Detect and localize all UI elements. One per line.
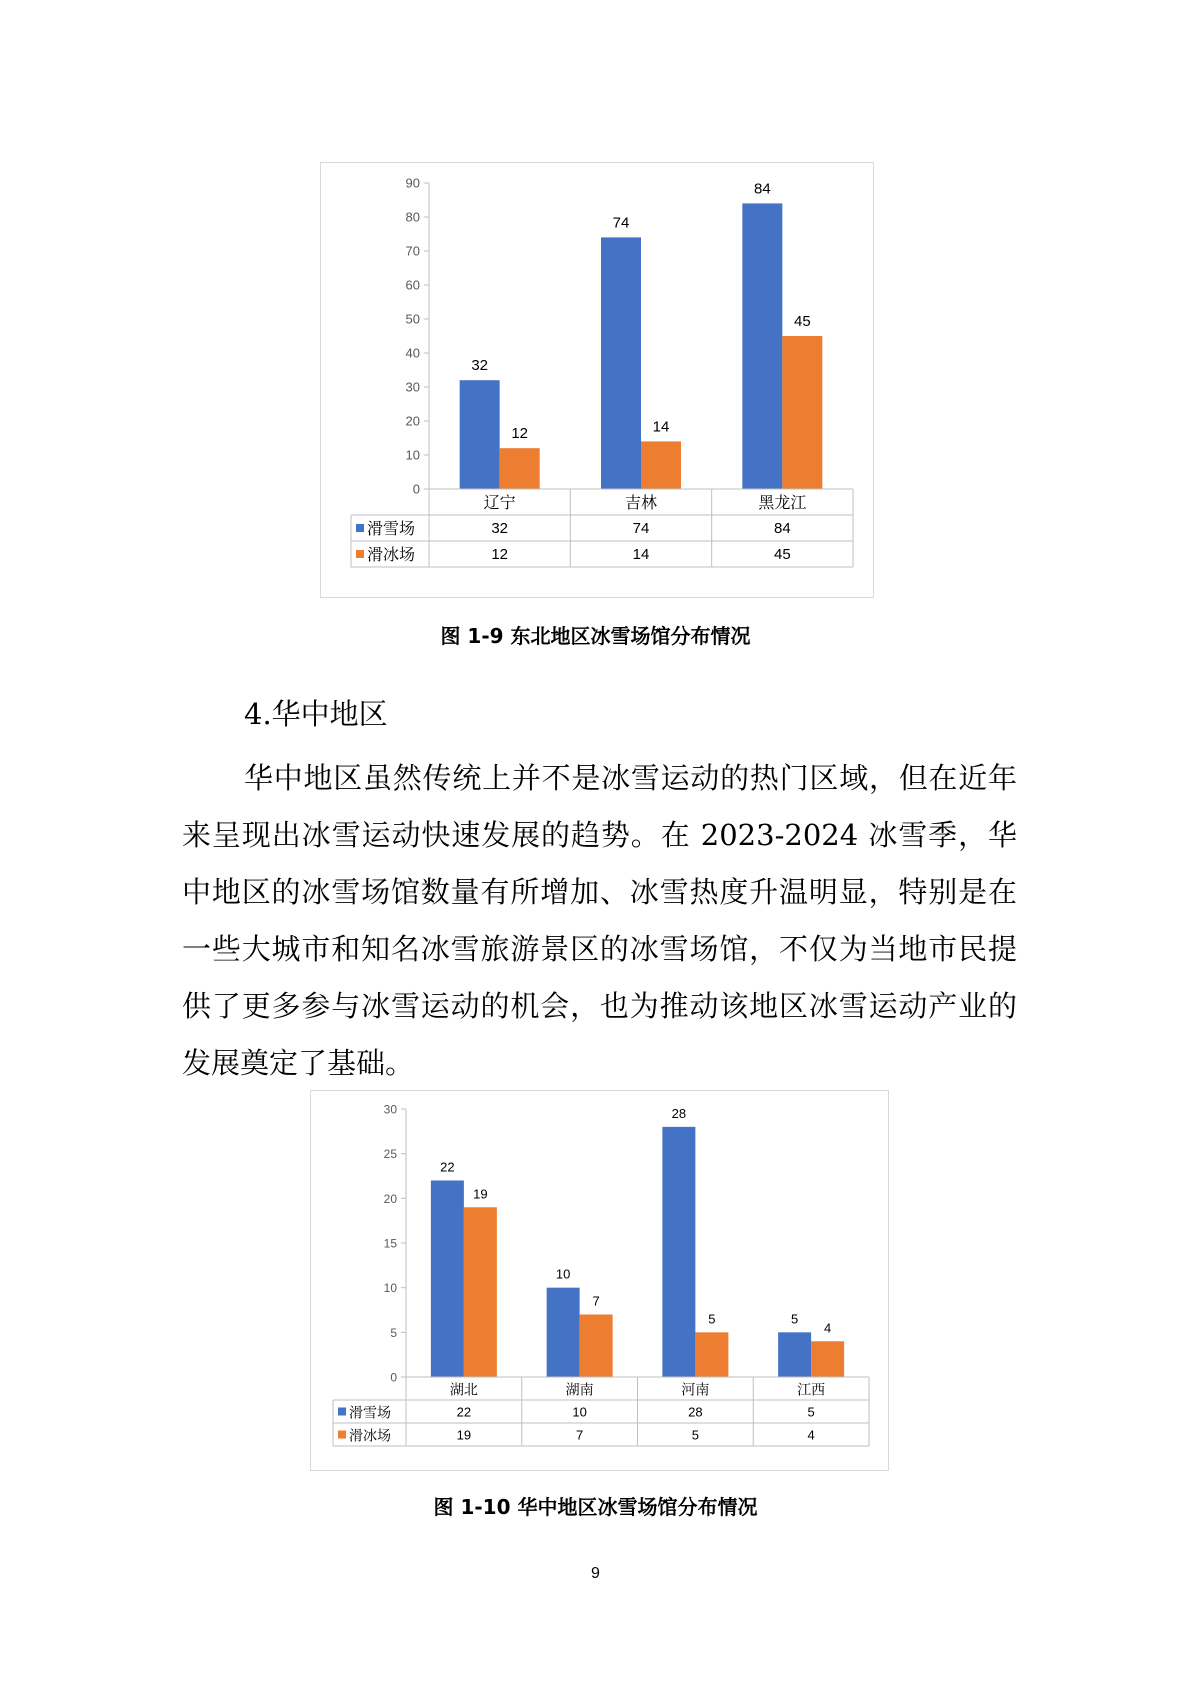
chart-northeast-svg: [321, 163, 873, 597]
y-tick-label: 15: [383, 1236, 397, 1251]
legend-key-skate: [356, 550, 364, 558]
y-tick-label: 0: [412, 481, 420, 497]
table-cell: 5: [807, 1404, 815, 1420]
bar-ski-3: [778, 1332, 811, 1377]
y-tick-label: 30: [405, 379, 420, 395]
legend-label: 滑雪场: [349, 1404, 391, 1421]
page-number: 9: [591, 1565, 600, 1582]
y-tick-label: 30: [383, 1102, 397, 1117]
data-label: 45: [793, 313, 811, 330]
data-label: 12: [511, 425, 529, 443]
body-paragraph: 华中地区虽然传统上并不是冰雪运动的热门区域，但在近年来呈现出冰雪运动快速发展的趋势。在 2023-2024 冰雪季，华中地区的冰雪场馆数量有所增加、冰雪热度升温明显，特别是在一些大城市和知名冰雪旅游景区的冰雪场馆，不仅为当地市民提供了更多参与冰雪运动的机会，也为推动该地区冰雪运动产业的发展奠定了基础。: [182, 761, 1017, 1080]
legend-key-ski: [338, 1408, 346, 1416]
y-tick-label: 10: [405, 447, 420, 463]
legend-label: 滑冰场: [367, 547, 416, 564]
y-tick-label: 20: [383, 1191, 397, 1206]
data-label: 19: [473, 1186, 488, 1202]
table-cell: 84: [773, 520, 791, 537]
data-label: 32: [471, 357, 489, 375]
table-cell: 10: [572, 1404, 587, 1420]
table-cell: 5: [691, 1427, 699, 1443]
data-label: 84: [753, 180, 771, 198]
y-tick-label: 10: [383, 1281, 397, 1296]
category-label: 吉林: [624, 495, 658, 512]
bar-ski-0: [460, 380, 500, 489]
bar-ski-1: [547, 1288, 580, 1377]
table-cell: 45: [773, 546, 791, 563]
category-label: 湖南: [565, 1381, 594, 1398]
y-tick-label: 5: [390, 1325, 397, 1340]
data-label: 10: [555, 1266, 571, 1282]
table-cell: 22: [456, 1404, 472, 1420]
y-tick-label: 70: [405, 243, 420, 259]
table-cell: 12: [491, 546, 509, 563]
chart-central: [310, 1090, 889, 1471]
data-label: 22: [440, 1159, 455, 1175]
bar-ski-0: [431, 1180, 464, 1377]
data-label: 28: [671, 1105, 687, 1121]
table-cell: 32: [491, 520, 509, 537]
figure-caption-1-9: 图 1-9 东北地区冰雪场馆分布情况: [440, 624, 751, 648]
y-tick-label: 25: [383, 1147, 397, 1162]
bar-skate-2: [782, 336, 822, 489]
y-tick-label: 80: [405, 209, 420, 225]
data-label: 74: [612, 214, 630, 232]
bar-skate-0: [500, 448, 540, 489]
legend-key-skate: [338, 1431, 346, 1439]
data-label: 5: [791, 1311, 799, 1327]
category-label: 江西: [797, 1381, 826, 1398]
y-tick-label: 20: [405, 413, 420, 429]
data-label: 14: [652, 418, 670, 436]
table-cell: 19: [456, 1427, 472, 1443]
bar-ski-2: [742, 203, 782, 489]
data-label: 4: [824, 1320, 832, 1336]
category-label: 黑龙江: [758, 495, 807, 512]
legend-key-ski: [356, 524, 364, 532]
y-tick-label: 40: [405, 345, 420, 361]
chart-central-svg: [311, 1091, 888, 1470]
table-cell: 14: [632, 546, 650, 563]
bar-ski-1: [601, 237, 641, 489]
y-tick-label: 50: [405, 311, 420, 327]
table-cell: 7: [576, 1427, 584, 1443]
bar-skate-1: [641, 441, 681, 489]
y-tick-label: 0: [390, 1370, 397, 1385]
category-label: 湖北: [449, 1381, 478, 1398]
table-cell: 74: [632, 520, 650, 537]
bar-ski-2: [662, 1127, 695, 1377]
section-heading: 4.华中地区: [244, 697, 388, 731]
legend-label: 滑雪场: [367, 521, 416, 538]
bar-skate-0: [464, 1207, 497, 1377]
figure-caption-1-10: 图 1-10 华中地区冰雪场馆分布情况: [433, 1495, 758, 1519]
bar-skate-3: [811, 1341, 844, 1377]
table-cell: 28: [688, 1404, 703, 1420]
bar-skate-1: [580, 1314, 613, 1377]
y-tick-label: 90: [405, 175, 420, 191]
table-cell: 4: [807, 1427, 815, 1443]
chart-northeast: [320, 162, 874, 598]
category-label: 辽宁: [483, 495, 516, 512]
legend-label: 滑冰场: [349, 1427, 391, 1444]
bar-skate-2: [695, 1332, 728, 1377]
data-label: 5: [708, 1311, 716, 1327]
data-label: 7: [592, 1293, 600, 1309]
category-label: 河南: [681, 1381, 710, 1398]
y-tick-label: 60: [405, 277, 420, 293]
